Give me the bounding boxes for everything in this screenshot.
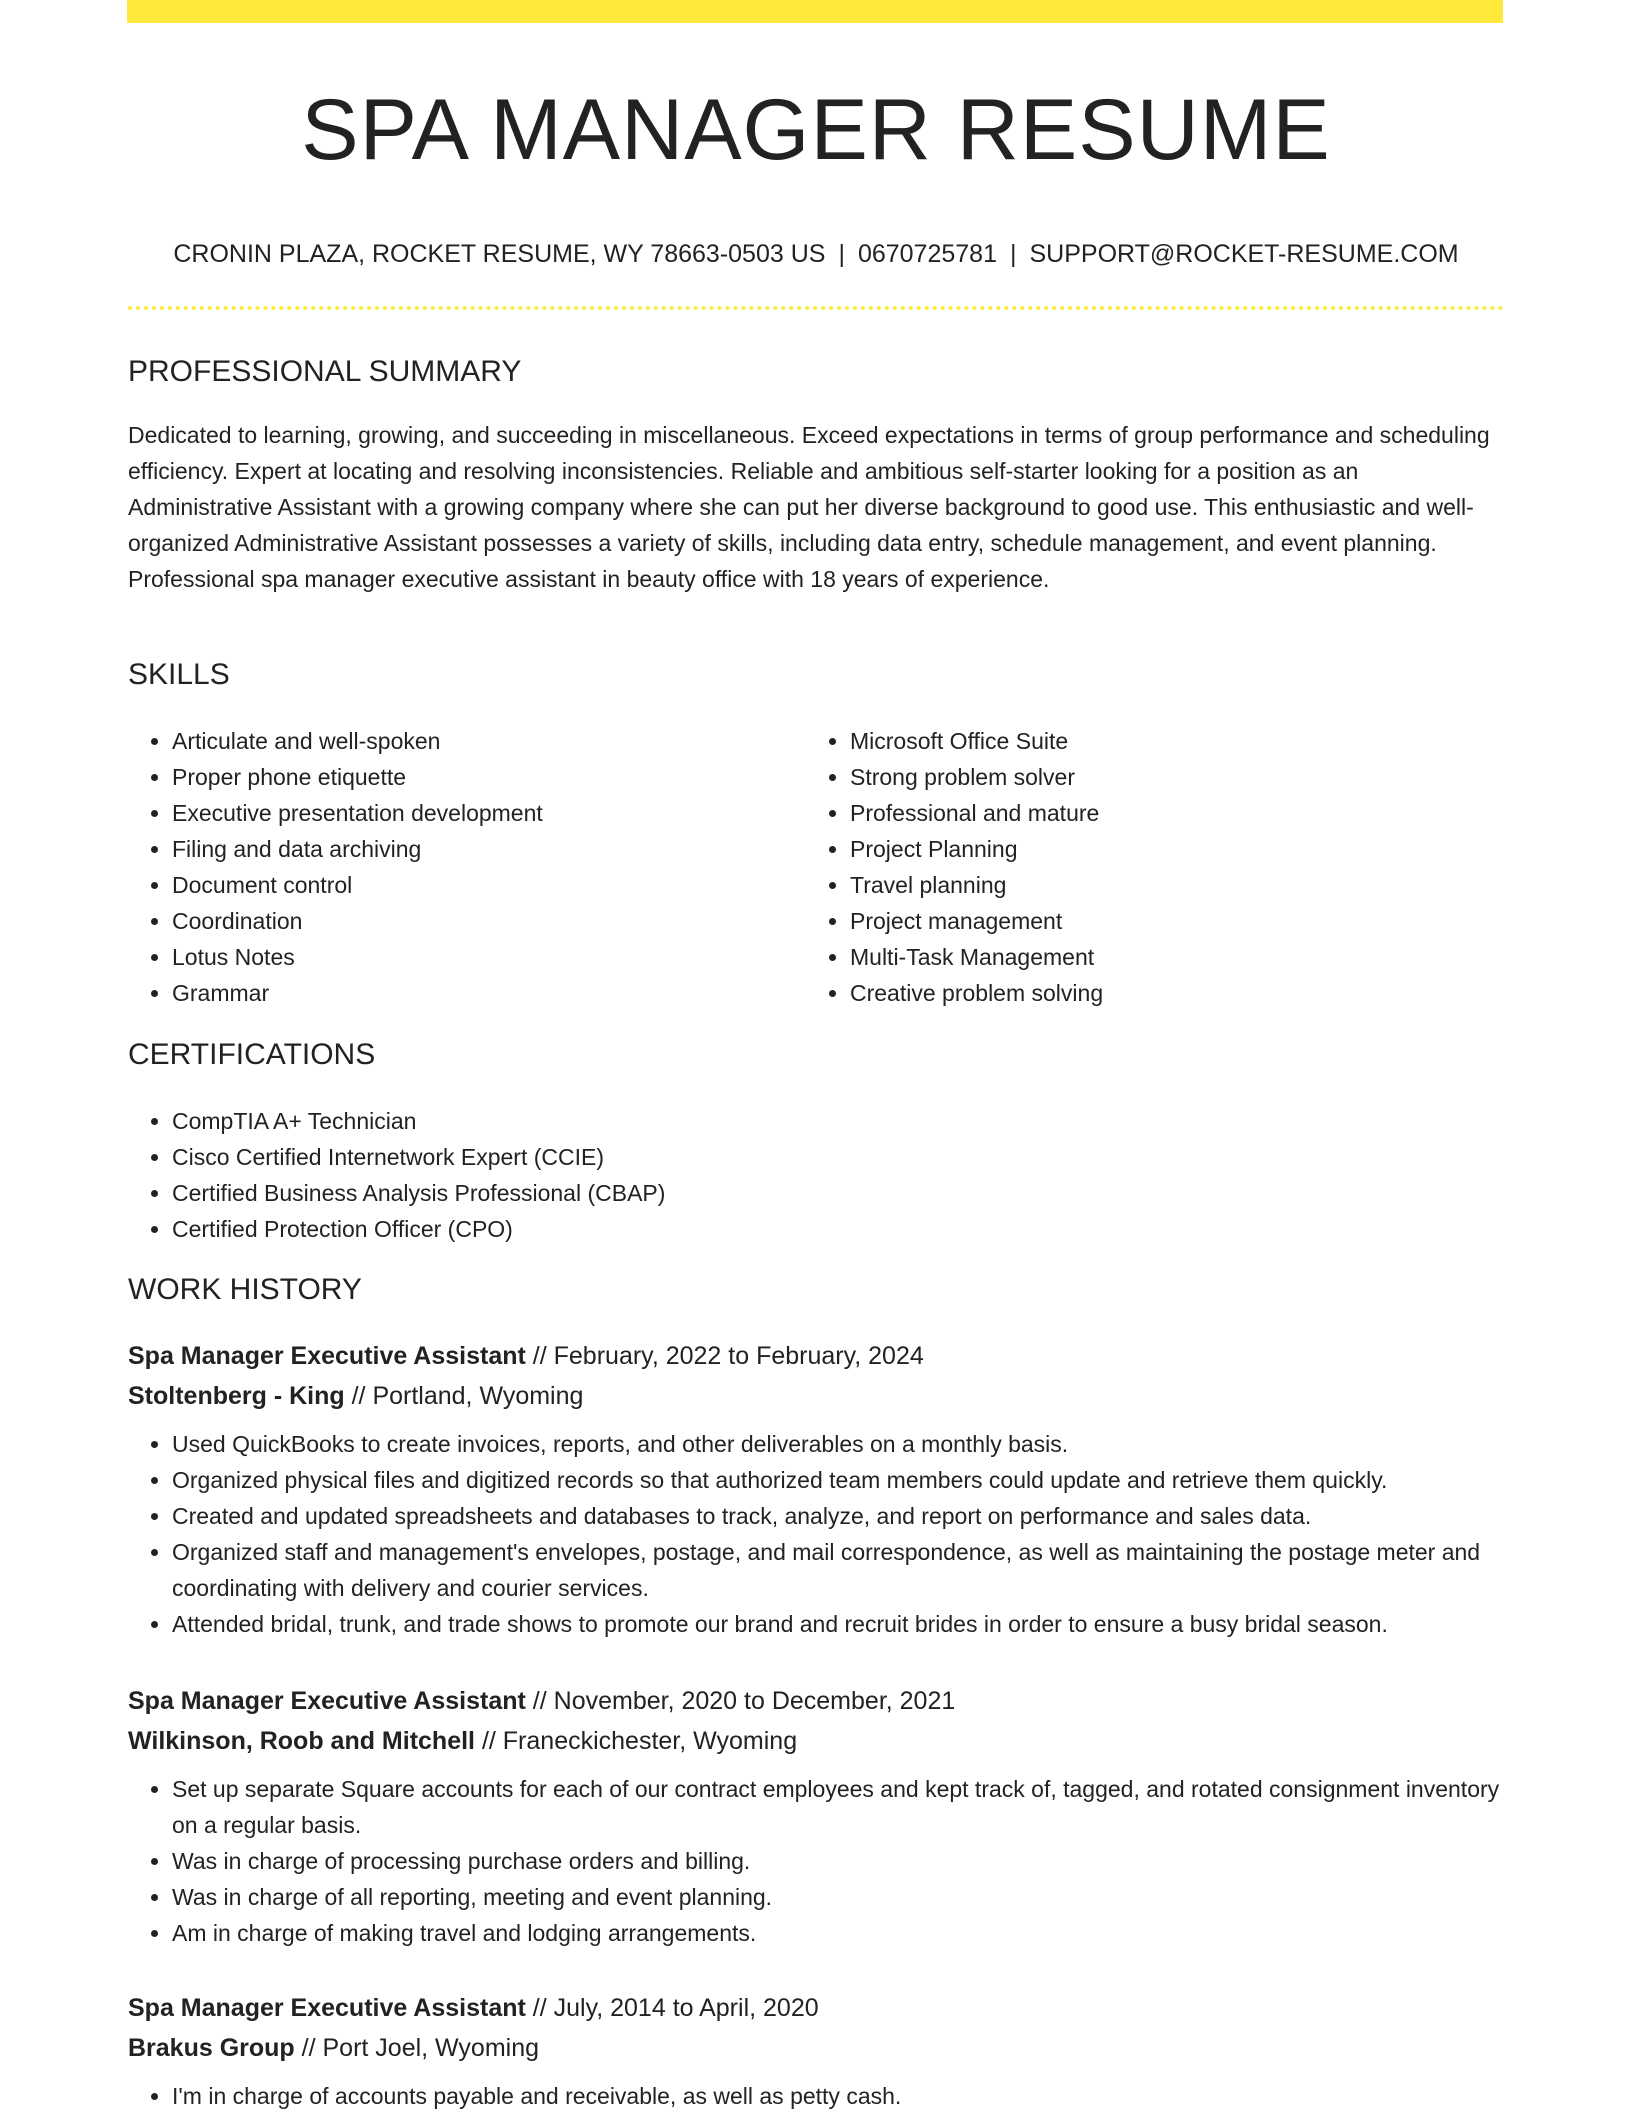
list-item: • Professional and mature bbox=[850, 795, 1482, 831]
job-company-line bbox=[128, 1721, 1504, 1761]
certifications-block bbox=[128, 1103, 1504, 1247]
list-item: • Microsoft Office Suite bbox=[850, 723, 1482, 759]
job-company: Wilkinson, Roob and Mitchell bbox=[128, 1727, 475, 1755]
list-item: • Created and updated spreadsheets and databases to track, analyze, and report on performance and sales data. bbox=[172, 1498, 1504, 1534]
job-dates: // November, 2020 to December, 2021 bbox=[532, 1687, 956, 1715]
summary-heading: PROFESSIONAL SUMMARY bbox=[128, 355, 522, 388]
list-item: • Organized staff and management's envelopes, postage, and mail correspondence, as well as maintaining the postage meter and coordinating with delivery and courier services. bbox=[172, 1534, 1504, 1606]
list-item: • Was in charge of all reporting, meeting and event planning. bbox=[172, 1879, 1504, 1915]
list-item: • Project management bbox=[850, 903, 1482, 939]
job-entry bbox=[128, 1336, 1504, 1642]
job-location: // Port Joel, Wyoming bbox=[301, 2034, 540, 2062]
list-item: • Articulate and well-spoken bbox=[172, 723, 804, 759]
list-item: • Certified Protection Officer (CPO) bbox=[172, 1211, 1504, 1247]
list-item: • Project Planning bbox=[850, 831, 1482, 867]
job-title: Spa Manager Executive Assistant bbox=[128, 1994, 526, 2022]
skills-right-column bbox=[806, 723, 1482, 1011]
job-company-line bbox=[128, 1376, 1504, 1416]
contact-separator: | bbox=[1009, 240, 1017, 268]
job-title-line bbox=[128, 1988, 1504, 2028]
job-title-line bbox=[128, 1681, 1504, 1721]
contact-email: SUPPORT@ROCKET-RESUME.COM bbox=[1029, 240, 1459, 268]
list-item: • Cisco Certified Internetwork Expert (CCIE) bbox=[172, 1139, 1504, 1175]
job-title: Spa Manager Executive Assistant bbox=[128, 1342, 526, 1370]
skills-heading: SKILLS bbox=[128, 658, 230, 691]
list-item: • Certified Business Analysis Professional (CBAP) bbox=[172, 1175, 1504, 1211]
list-item: • Filing and data archiving bbox=[172, 831, 804, 867]
skills-list-left bbox=[128, 723, 804, 1011]
list-item: • Travel planning bbox=[850, 867, 1482, 903]
resume-title: SPA MANAGER RESUME bbox=[301, 82, 1331, 178]
list-item: • I'm in charge of accounts payable and receivable, as well as petty cash. bbox=[172, 2078, 1504, 2112]
list-item: • Attended bridal, trunk, and trade shows to promote our brand and recruit brides in order to ensure a busy bridal season. bbox=[172, 1606, 1504, 1642]
job-duties bbox=[128, 1771, 1504, 1951]
job-title-line bbox=[128, 1336, 1504, 1376]
list-item: • Proper phone etiquette bbox=[172, 759, 804, 795]
contact-separator: | bbox=[838, 240, 845, 268]
job-dates: // February, 2022 to February, 2024 bbox=[532, 1342, 924, 1370]
list-item: • CompTIA A+ Technician bbox=[172, 1103, 1504, 1139]
skills-left-column bbox=[128, 723, 804, 1011]
job-title: Spa Manager Executive Assistant bbox=[128, 1687, 526, 1715]
certifications-heading: CERTIFICATIONS bbox=[128, 1038, 376, 1071]
dotted-divider bbox=[128, 306, 1504, 310]
job-duties bbox=[128, 1426, 1504, 1642]
job-entry bbox=[128, 1681, 1504, 1951]
contact-line bbox=[128, 236, 1504, 272]
job-company: Brakus Group bbox=[128, 2034, 295, 2062]
list-item: • Set up separate Square accounts for each of our contract employees and kept track of, tagged, and rotated consignment inventory on a regular basis. bbox=[172, 1771, 1504, 1843]
job-company-line bbox=[128, 2028, 1504, 2068]
job-location: // Portland, Wyoming bbox=[351, 1382, 584, 1410]
job-duties bbox=[128, 2078, 1504, 2112]
certifications-list bbox=[128, 1103, 1504, 1247]
job-dates: // July, 2014 to April, 2020 bbox=[532, 1994, 819, 2022]
job-entry bbox=[128, 1988, 1504, 2112]
list-item: • Organized physical files and digitized records so that authorized team members could update and retrieve them quickly. bbox=[172, 1462, 1504, 1498]
skills-list-right bbox=[806, 723, 1482, 1011]
list-item: • Multi-Task Management bbox=[850, 939, 1482, 975]
job-location: // Franeckichester, Wyoming bbox=[481, 1727, 798, 1755]
list-item: • Strong problem solver bbox=[850, 759, 1482, 795]
work-history-heading: WORK HISTORY bbox=[128, 1273, 362, 1306]
list-item: • Executive presentation development bbox=[172, 795, 804, 831]
list-item: • Creative problem solving bbox=[850, 975, 1482, 1011]
list-item: • Used QuickBooks to create invoices, reports, and other deliverables on a monthly basis. bbox=[172, 1426, 1504, 1462]
list-item: • Am in charge of making travel and lodging arrangements. bbox=[172, 1915, 1504, 1951]
list-item: • Lotus Notes bbox=[172, 939, 804, 975]
list-item: • Document control bbox=[172, 867, 804, 903]
contact-address: CRONIN PLAZA, ROCKET RESUME, WY 78663-0503 US bbox=[173, 240, 826, 268]
accent-top-bar bbox=[127, 0, 1503, 23]
list-item: • Coordination bbox=[172, 903, 804, 939]
list-item: • Was in charge of processing purchase orders and billing. bbox=[172, 1843, 1504, 1879]
summary-text: Dedicated to learning, growing, and succeeding in miscellaneous. Exceed expectations in terms of group performance and scheduling efficiency. Expert at locating and resolving inconsistencies. Reliable and ambitious self-starter looking for a position as an Administrative Assistant with a growing company where she can put her diverse background to good use. This enthusiastic and well-organized Administrative Assistant possesses a variety of skills, including data entry, schedule management, and event planning. Professional spa manager executive assistant in beauty office with 18 years of experience. bbox=[128, 422, 1490, 592]
list-item: • Grammar bbox=[172, 975, 804, 1011]
job-company: Stoltenberg - King bbox=[128, 1382, 345, 1410]
contact-phone: 0670725781 bbox=[857, 240, 997, 268]
